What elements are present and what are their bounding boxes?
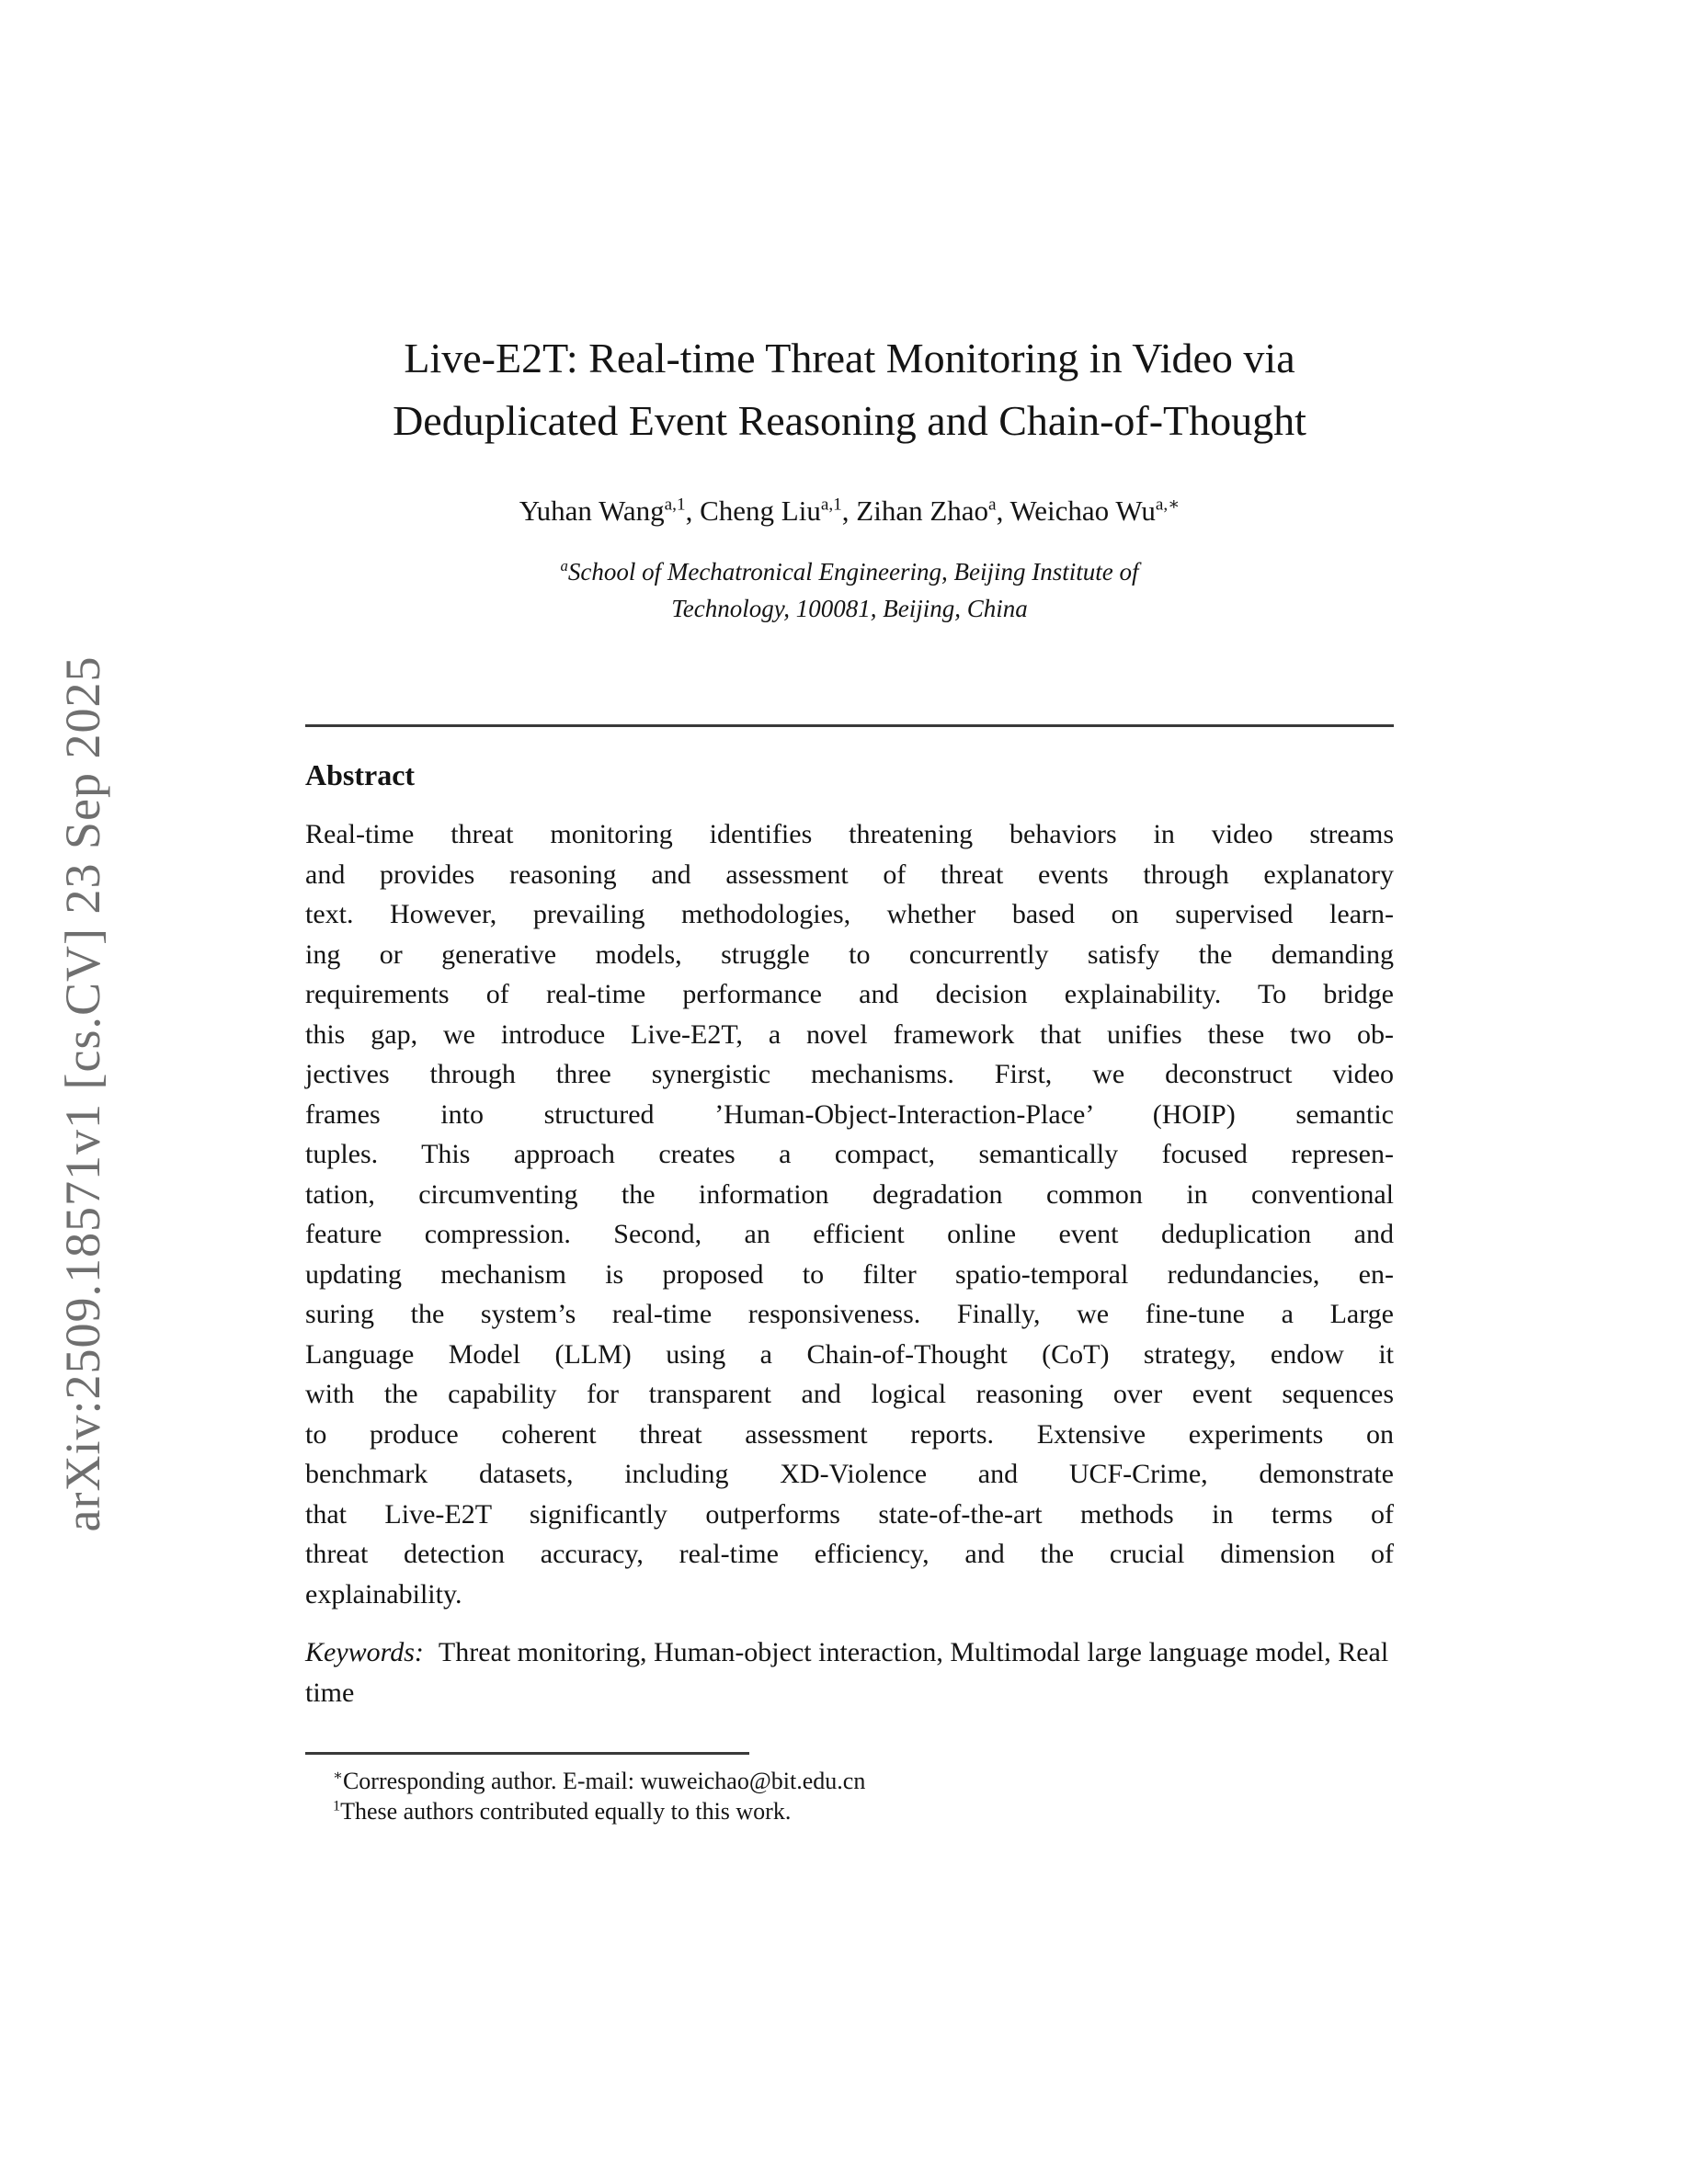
footnote-line: ∗Corresponding author. E-mail: wuweichao@bit.edu.cn bbox=[333, 1768, 866, 1794]
author: Zihan Zhao$^a$, bbox=[856, 495, 1010, 527]
keywords-label: Keywords: bbox=[305, 1637, 424, 1667]
abstract-line: benchmark datasets, including XD-Violence and UCF-Crime, demonstrate bbox=[305, 1459, 1394, 1489]
abstract-line: suring the system’s real-time responsiveness. Finally, we fine-tune a Large bbox=[305, 1299, 1394, 1329]
abstract-line: Language Model (LLM) using a Chain-of-Thought (CoT) strategy, endow it bbox=[305, 1338, 1394, 1370]
abstract-line: threat detection accuracy, real-time efficiency, and the crucial dimension of bbox=[305, 1539, 1394, 1569]
abstract-line: feature compression. Second, an efficient online event deduplication and bbox=[305, 1219, 1394, 1249]
abstract-line: with the capability for transparent and logical reasoning over event sequences bbox=[305, 1379, 1394, 1409]
affiliation-sup: a bbox=[560, 557, 568, 574]
abstract-heading: Abstract bbox=[305, 758, 416, 791]
footnote-line: $^1$These authors contributed equally to this work. bbox=[333, 1798, 792, 1825]
footnote-lines bbox=[305, 1766, 1394, 1826]
abstract-line: tation, circumventing the information degradation common in conventional bbox=[305, 1178, 1394, 1210]
abstract-text bbox=[305, 814, 1394, 1614]
abstract-line: to produce coherent threat assessment reports. Extensive experiments on bbox=[305, 1418, 1394, 1450]
abstract-line: Real-time threat monitoring identifies threatening behaviors in video streams bbox=[305, 819, 1394, 849]
abstract-line: this gap, we introduce Live-E2T, a novel framework that unifies these two ob- bbox=[305, 1018, 1394, 1050]
author-list bbox=[305, 495, 1394, 528]
abstract-line: tuples. This approach creates a compact, semantically focused represen- bbox=[305, 1139, 1394, 1169]
abstract-line: and provides reasoning and assessment of threat events through explanatory bbox=[305, 859, 1394, 890]
keywords-text: Threat monitoring, Human-object interaction, Multimodal large language model, Real time bbox=[305, 1637, 1389, 1708]
footnote-rule bbox=[305, 1752, 749, 1755]
abstract-top-rule bbox=[305, 724, 1394, 727]
paper-content bbox=[305, 0, 1394, 1713]
abstract-line: text. However, prevailing methodologies, whether based on supervised learn- bbox=[305, 899, 1394, 929]
keywords bbox=[305, 1632, 1394, 1713]
affiliation bbox=[305, 553, 1394, 627]
abstract-line: frames into structured ’Human-Object-Interaction-Place’ (HOIP) semantic bbox=[305, 1098, 1394, 1130]
author: Yuhan Wang$^{a,1}$, bbox=[519, 495, 701, 527]
abstract-line: requirements of real-time performance and decision explainability. To bridge bbox=[305, 979, 1394, 1009]
abstract-line: jectives through three synergistic mechanisms. First, we deconstruct video bbox=[305, 1059, 1394, 1089]
abstract-line: ing or generative models, struggle to concurrently satisfy the demanding bbox=[305, 938, 1394, 970]
author: Cheng Liu$^{a,1}$, bbox=[700, 495, 857, 527]
arxiv-watermark: arXiv:2509.18571v1 [cs.CV] 23 Sep 2025 bbox=[55, 655, 110, 1532]
footnotes bbox=[305, 1752, 1394, 1826]
paper-title bbox=[305, 0, 1394, 452]
abstract-line: that Live-E2T significantly outperforms state-of-the-art methods in terms of bbox=[305, 1498, 1394, 1530]
title-line-2: Deduplicated Event Reasoning and Chain-of-Thought bbox=[393, 397, 1306, 444]
affiliation-line-2: Technology, 100081, Beijing, China bbox=[671, 595, 1028, 622]
affiliation-line-1: $^a$School of Mechatronical Engineering, Beijing Institute of bbox=[560, 557, 1139, 586]
title-line-1: Live-E2T: Real-time Threat Monitoring in Video via bbox=[404, 335, 1295, 381]
abstract-line: updating mechanism is proposed to filter spatio-temporal redundancies, en- bbox=[305, 1258, 1394, 1290]
author: Weichao $Wu^{a,∗}$ bbox=[1009, 495, 1180, 527]
abstract-line: explainability. bbox=[305, 1578, 462, 1610]
